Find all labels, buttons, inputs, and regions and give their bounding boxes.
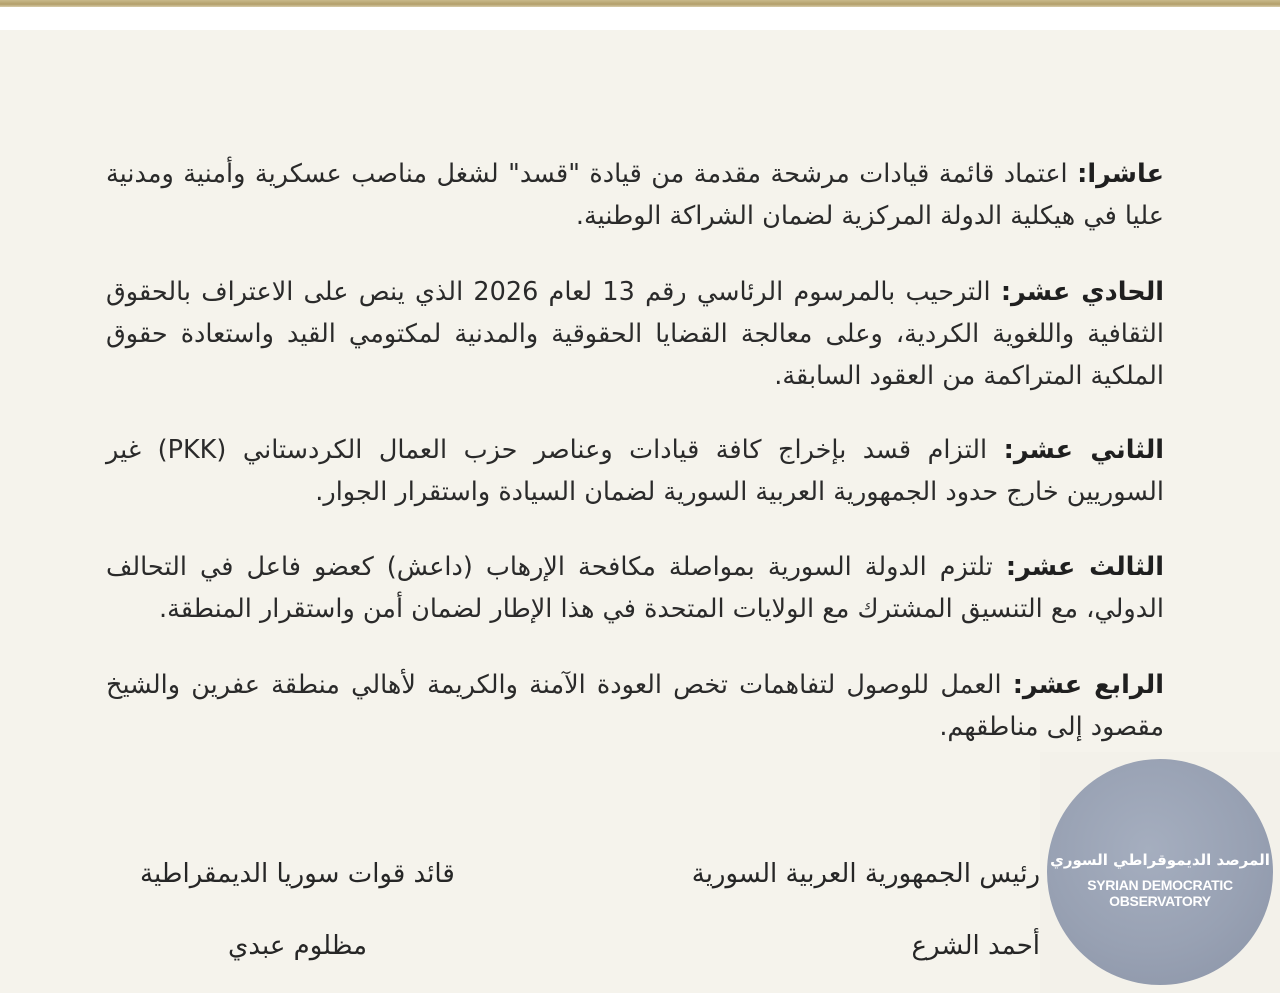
clause-thirteenth-heading: الثالث عشر: <box>1005 552 1164 582</box>
clause-eleventh <box>106 271 1164 397</box>
clause-eleventh-heading: الحادي عشر: <box>1000 277 1165 307</box>
clause-fourteenth <box>106 664 1164 748</box>
top-gold-rule <box>0 0 1280 7</box>
clause-thirteenth <box>106 546 1164 630</box>
clause-fourteenth-text: العمل للوصول لتفاهمات تخص العودة الآمنة والكريمة لأهالي منطقة عفرين والشيخ مقصود إلى مناطقهم. <box>106 670 1164 742</box>
observatory-watermark-logo <box>1047 759 1273 985</box>
watermark-english-text: SYRIAN DEMOCRATIC OBSERVATORY <box>1087 877 1233 909</box>
sdf-commander-signature-name: مظلوم عبدي <box>228 931 368 961</box>
clause-fourteenth-heading: الرابع عشر: <box>1012 670 1164 700</box>
watermark-arabic-text: المرصد الديموقراطي السوري <box>1050 851 1270 869</box>
president-signature-name: أحمد الشرع <box>911 931 1040 961</box>
clause-twelfth-heading: الثاني عشر: <box>1003 435 1165 465</box>
president-signature-title: رئيس الجمهورية العربية السورية <box>691 859 1040 889</box>
clause-twelfth-text: التزام قسد بإخراج كافة قيادات وعناصر حزب العمال الكردستاني (PKK) غير السوريين خارج حدود الجمهورية العربية السورية لضمان السيادة واستقرار الجوار. <box>106 435 1164 507</box>
clause-eleventh-text: الترحيب بالمرسوم الرئاسي رقم 13 لعام 2026 الذي ينص على الاعتراف بالحقوق الثقافية واللغوية الكردية، وعلى معالجة القضايا الحقوقية والمدنية لمكتومي القيد واستعادة حقوق الملكية المتراكمة من العقود السابقة. <box>106 277 1164 391</box>
sdf-commander-signature-title: قائد قوات سوريا الديمقراطية <box>140 859 455 889</box>
clause-tenth-heading: عاشرا: <box>1077 159 1164 189</box>
clause-tenth-text: اعتماد قائمة قيادات مرشحة مقدمة من قيادة "قسد" لشغل مناصب عسكرية وأمنية ومدنية عليا في هيكلية الدولة المركزية لضمان الشراكة الوطنية. <box>106 159 1164 231</box>
clause-twelfth <box>106 429 1164 513</box>
clause-thirteenth-text: تلتزم الدولة السورية بمواصلة مكافحة الإرهاب (داعش) كعضو فاعل في التحالف الدولي، مع التنسيق المشترك مع الولايات المتحدة في هذا الإطار لضمان أمن واستقرار المنطقة. <box>106 552 1164 624</box>
clause-tenth <box>106 153 1164 237</box>
